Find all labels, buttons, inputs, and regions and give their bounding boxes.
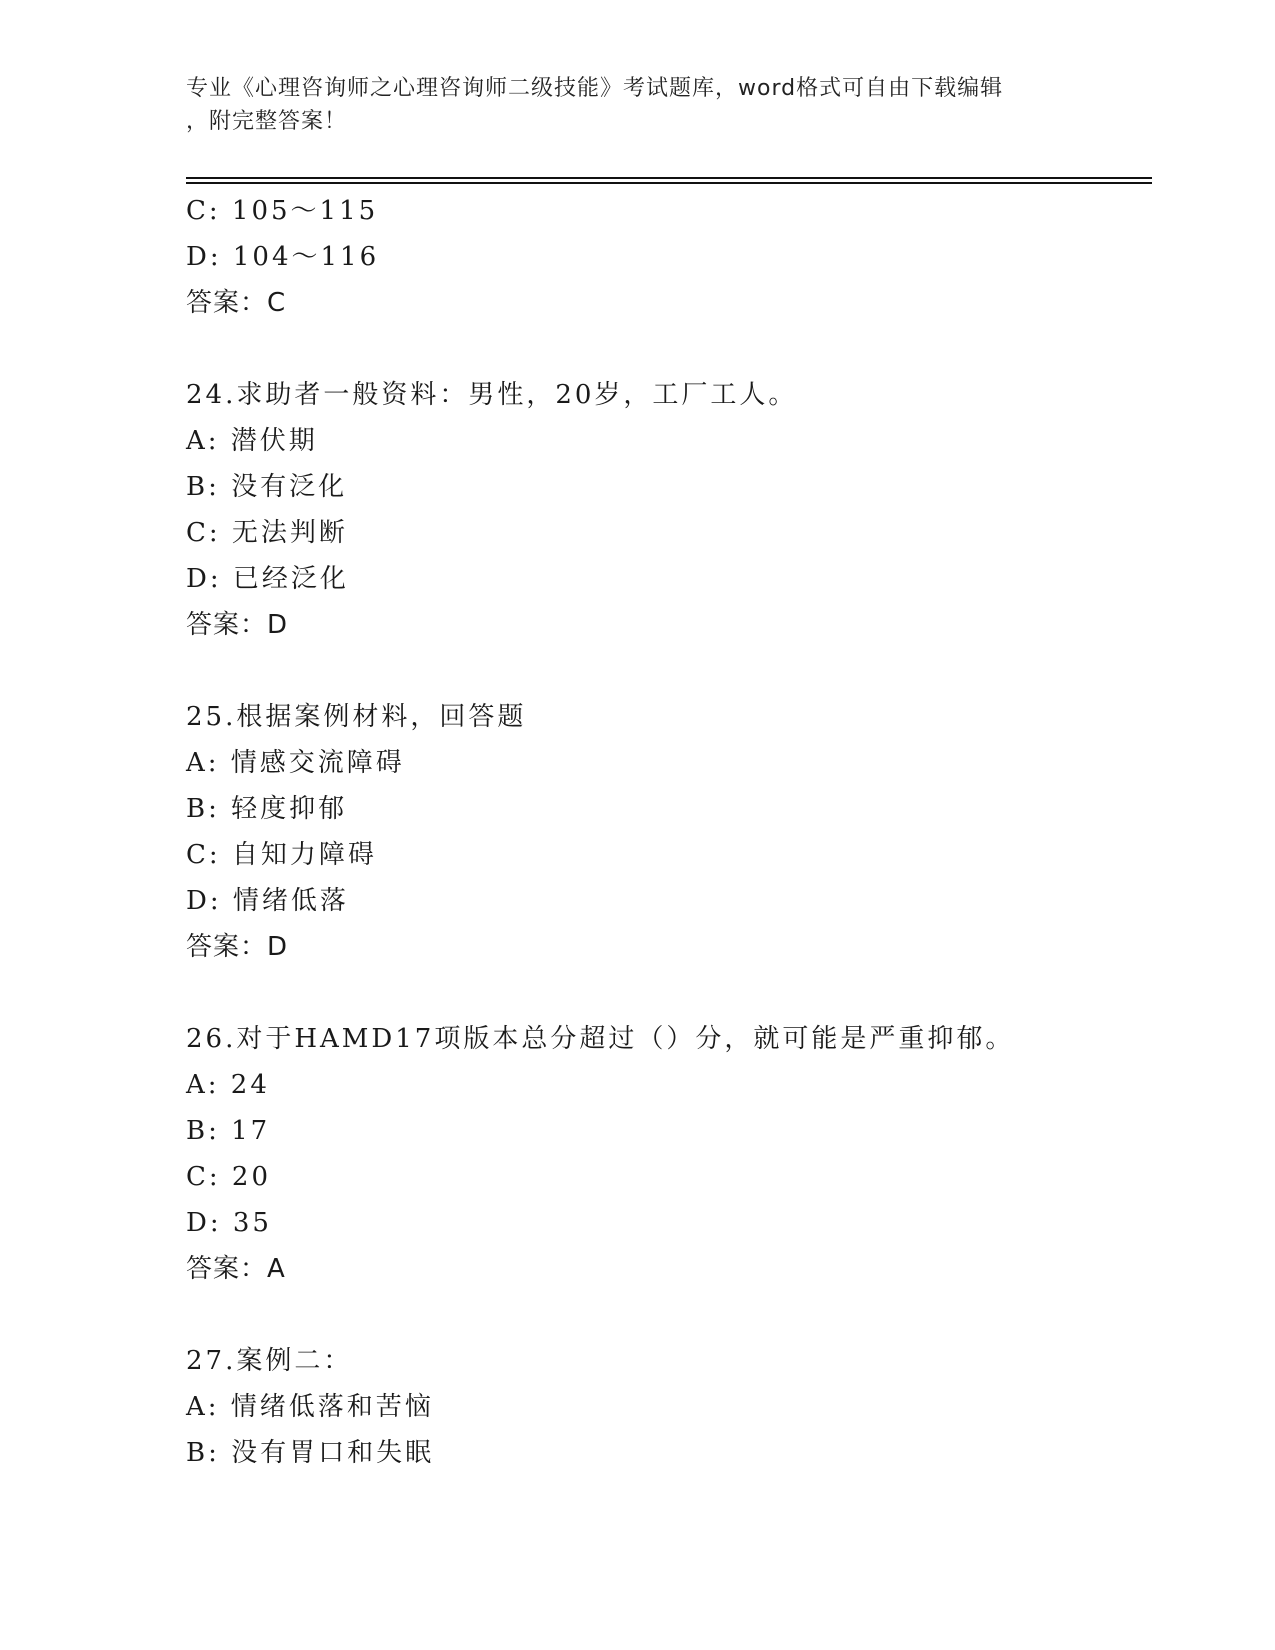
question-stem: 26.对于HAMD17项版本总分超过（）分，就可能是严重抑郁。 — [186, 1024, 1015, 1054]
answer: 答案：D — [186, 932, 289, 962]
option-b: B: 17 — [186, 1116, 271, 1146]
option-a: A: 情感交流障碍 — [186, 748, 405, 778]
spacer — [186, 326, 1152, 372]
question-stem: 25.根据案例材料，回答题 — [186, 702, 527, 732]
question-stem: 24.求助者一般资料：男性，20岁，工厂工人。 — [186, 380, 798, 410]
question-26 — [186, 1016, 1152, 1292]
header-rule-top — [186, 177, 1152, 179]
spacer — [186, 648, 1152, 694]
spacer — [186, 970, 1152, 1016]
header-line-2: ，附完整答案！ — [186, 109, 348, 134]
question-24 — [186, 372, 1152, 648]
question-list — [186, 188, 1152, 1476]
option-b: B: 轻度抑郁 — [186, 794, 348, 824]
option-c: C: 105～115 — [186, 196, 379, 226]
option-d: D: 已经泛化 — [186, 564, 349, 594]
question-stem: 27.案例二： — [186, 1346, 353, 1376]
option-c: C: 无法判断 — [186, 518, 348, 548]
option-a: A: 24 — [186, 1070, 270, 1100]
document-header — [186, 72, 1066, 138]
answer: 答案：A — [186, 1254, 286, 1284]
option-d: D: 104～116 — [186, 242, 380, 272]
option-c: C: 自知力障碍 — [186, 840, 377, 870]
question-27 — [186, 1338, 1152, 1476]
header-line-1: 专业《心理咨询师之心理咨询师二级技能》考试题库，word格式可自由下载编辑 — [186, 76, 1004, 101]
option-b: B: 没有胃口和失眠 — [186, 1438, 435, 1468]
option-a: A: 情绪低落和苦恼 — [186, 1392, 434, 1422]
spacer — [186, 1292, 1152, 1338]
option-c: C: 20 — [186, 1162, 272, 1192]
option-d: D: 35 — [186, 1208, 272, 1238]
answer: 答案：D — [186, 610, 289, 640]
question-23-fragment — [186, 188, 1152, 326]
header-rule-bottom — [186, 182, 1152, 184]
option-b: B: 没有泛化 — [186, 472, 348, 502]
option-d: D: 情绪低落 — [186, 886, 349, 916]
answer: 答案：C — [186, 288, 287, 318]
option-a: A: 潜伏期 — [186, 426, 318, 456]
question-25 — [186, 694, 1152, 970]
